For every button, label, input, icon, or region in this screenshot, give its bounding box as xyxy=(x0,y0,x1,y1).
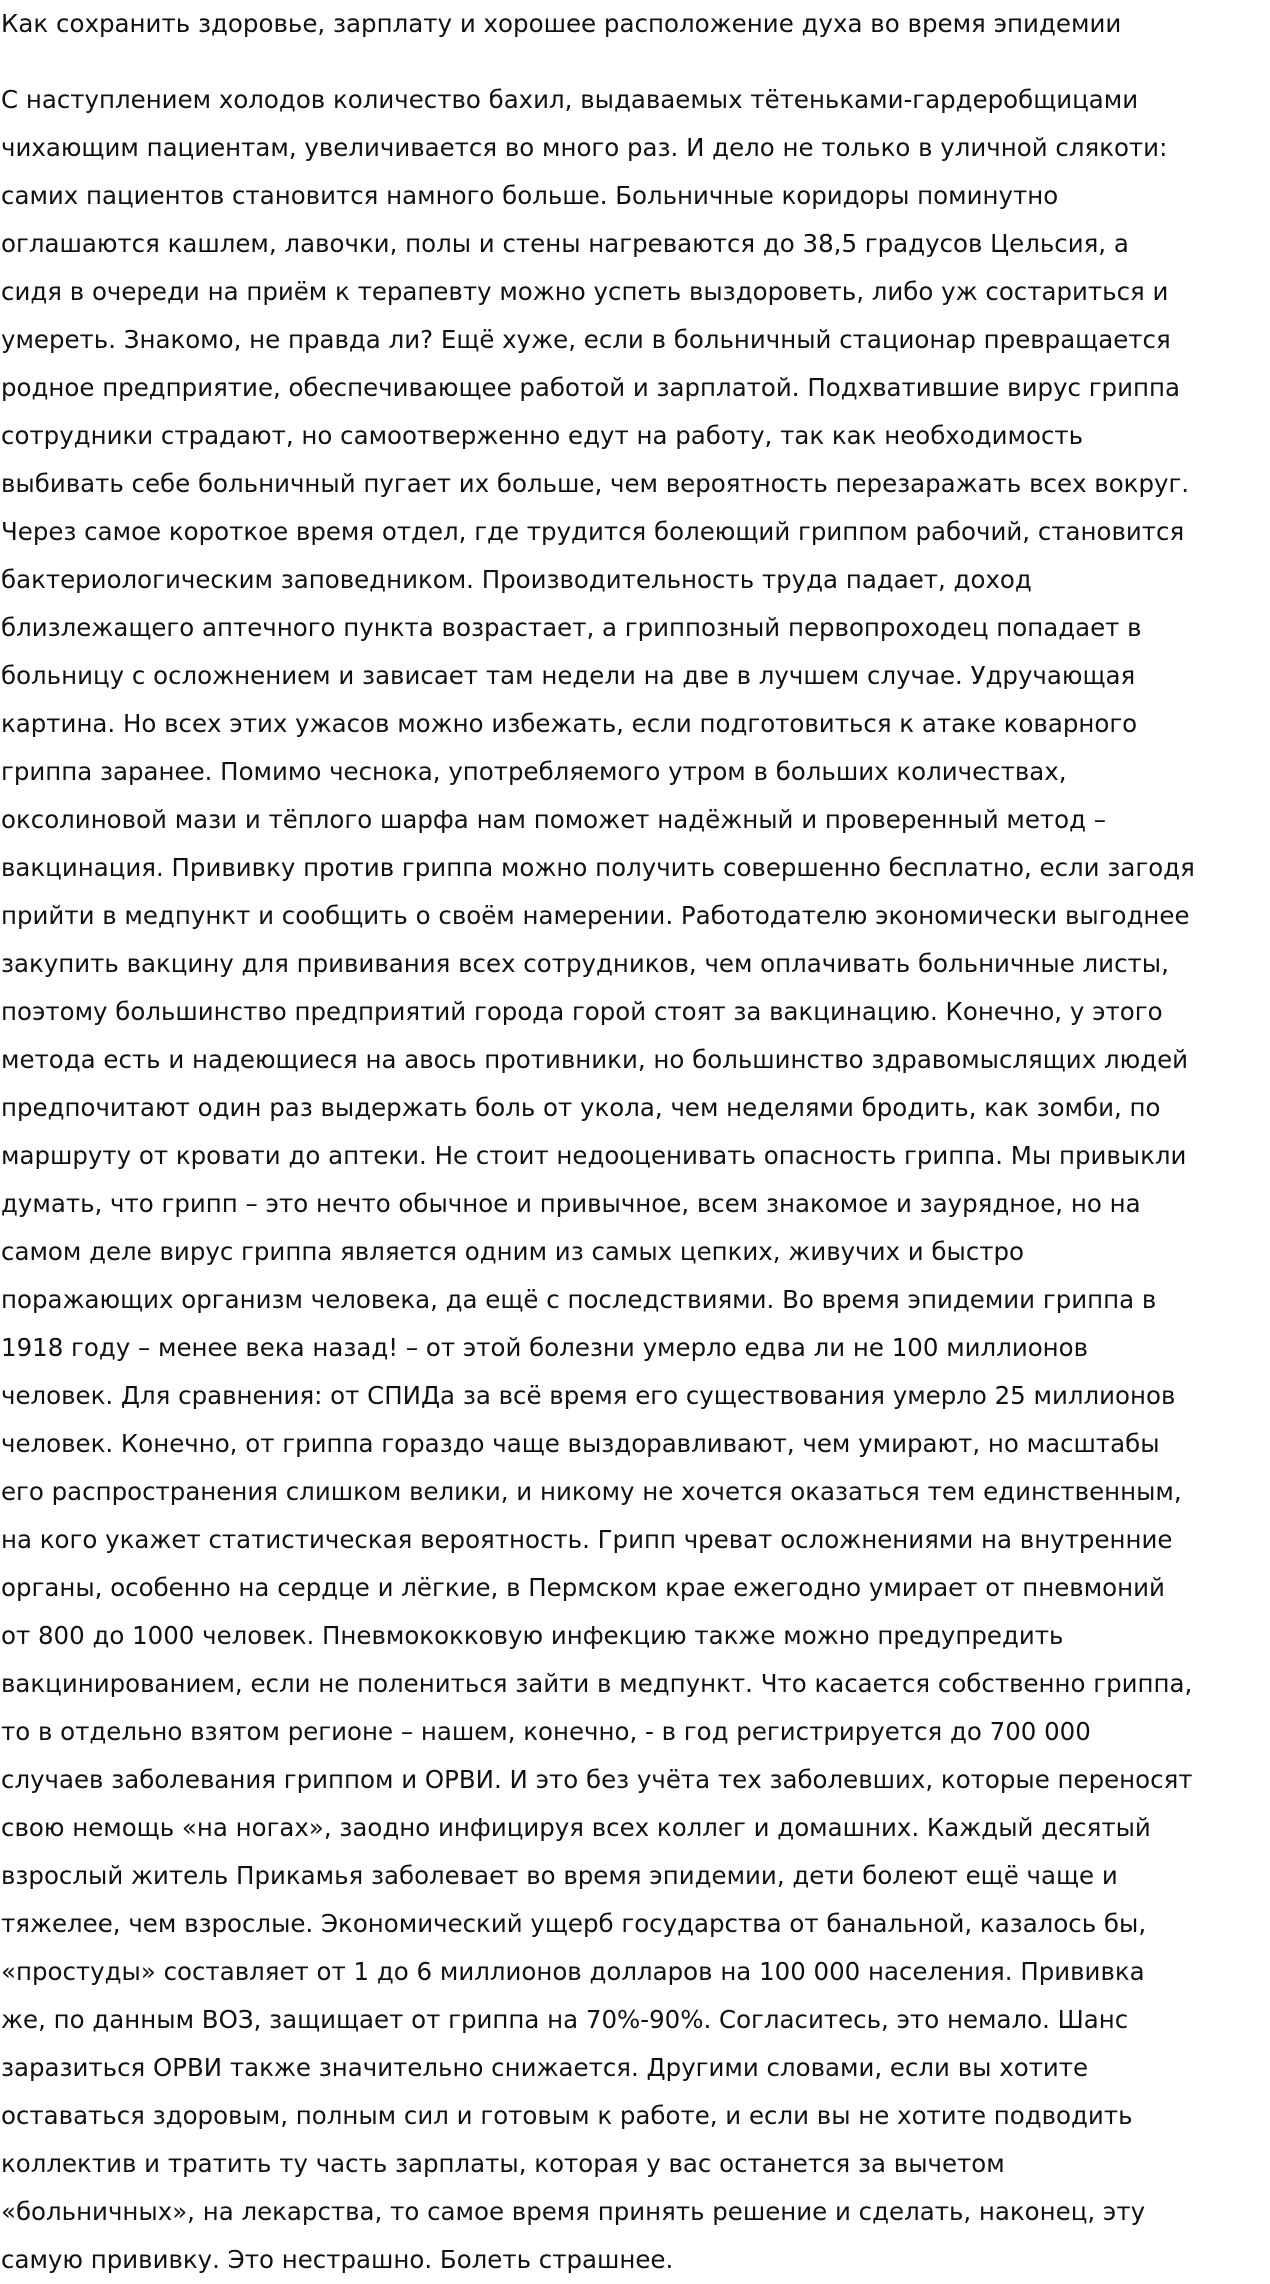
article-line: вакцинация. Прививку против гриппа можно получить совершенно бесплатно, если загодя xyxy=(1,853,1195,882)
article-line: «простуды» составляет от 1 до 6 миллионов долларов на 100 000 населения. Прививка xyxy=(1,1957,1145,1986)
article-line: С наступлением холодов количество бахил, выдаваемых тётеньками-гардеробщицами xyxy=(1,85,1139,114)
article-line: оставаться здоровым, полным сил и готовым к работе, и если вы не хотите подводить xyxy=(1,2101,1133,2130)
article-line: органы, особенно на сердце и лёгкие, в Пермском крае ежегодно умирает от пневмоний xyxy=(1,1573,1165,1602)
article-line: сидя в очереди на приём к терапевту можно успеть выздороветь, либо уж состариться и xyxy=(1,277,1169,306)
article-line: родное предприятие, обеспечивающее работой и зарплатой. Подхватившие вирус гриппа xyxy=(1,373,1180,402)
article-line: тяжелее, чем взрослые. Экономический ущерб государства от банальной, казалось бы, xyxy=(1,1909,1147,1938)
article-line: человек. Для сравнения: от СПИДа за всё время его существования умерло 25 миллионов xyxy=(1,1381,1176,1410)
article-line: картина. Но всех этих ужасов можно избежать, если подготовиться к атаке коварного xyxy=(1,709,1138,738)
article-line: коллектив и тратить ту часть зарплаты, которая у вас останется за вычетом xyxy=(1,2149,1005,2178)
article-line: свою немощь «на ногах», заодно инфицируя всех коллег и домашних. Каждый десятый xyxy=(1,1813,1151,1842)
article-line: «больничных», на лекарства, то самое время принять решение и сделать, наконец, эту xyxy=(1,2197,1146,2226)
article-line: то в отдельно взятом регионе – нашем, конечно, - в год регистрируется до 700 000 xyxy=(1,1717,1091,1746)
article-line: бактериологическим заповедником. Производительность труда падает, доход xyxy=(1,565,1032,594)
article-line: больницу с осложнением и зависает там недели на две в лучшем случае. Удручающая xyxy=(1,661,1136,690)
article-line: самом деле вирус гриппа является одним из самых цепких, живучих и быстро xyxy=(1,1237,1025,1266)
article-line: закупить вакцину для прививания всех сотрудников, чем оплачивать больничные листы, xyxy=(1,949,1169,978)
article-line: 1918 году – менее века назад! – от этой болезни умерло едва ли не 100 миллионов xyxy=(1,1333,1089,1362)
article-line: случаев заболевания гриппом и ОРВИ. И это без учёта тех заболевших, которые переносят xyxy=(1,1765,1193,1794)
article-line: выбивать себе больничный пугает их больше, чем вероятность перезаражать всех вокруг. xyxy=(1,469,1190,498)
article-line: самих пациентов становится намного больше. Больничные коридоры поминутно xyxy=(1,181,1059,210)
article-line: прийти в медпункт и сообщить о своём намерении. Работодателю экономически выгоднее xyxy=(1,901,1190,930)
article-line: метода есть и надеющиеся на авось противники, но большинство здравомыслящих людей xyxy=(1,1045,1189,1074)
article-line: гриппа заранее. Помимо чеснока, употребляемого утром в больших количествах, xyxy=(1,757,1067,786)
article-line: на кого укажет статистическая вероятность. Грипп чреват осложнениями на внутренние xyxy=(1,1525,1173,1554)
article-line: Через самое короткое время отдел, где трудится болеющий гриппом рабочий, становится xyxy=(1,517,1185,546)
article-line: предпочитают один раз выдержать боль от укола, чем неделями бродить, как зомби, по xyxy=(1,1093,1161,1122)
article-line: чихающим пациентам, увеличивается во много раз. И дело не только в уличной слякоти: xyxy=(1,133,1168,162)
article-line: самую прививку. Это нестрашно. Болеть страшнее. xyxy=(1,2245,674,2274)
article-line: вакцинированием, если не полениться зайти в медпункт. Что касается собственно гриппа, xyxy=(1,1669,1193,1698)
article-line: думать, что грипп – это нечто обычное и привычное, всем знакомое и заурядное, но на xyxy=(1,1189,1141,1218)
article-line: оксолиновой мази и тёплого шарфа нам поможет надёжный и проверенный метод – xyxy=(1,805,1107,834)
article-body xyxy=(1,76,1269,2284)
article-line: сотрудники страдают, но самоотверженно едут на работу, так как необходимость xyxy=(1,421,1084,450)
article-line: оглашаются кашлем, лавочки, полы и стены нагреваются до 38,5 градусов Цельсия, а xyxy=(1,229,1129,258)
article-line: его распространения слишком велики, и никому не хочется оказаться тем единственным, xyxy=(1,1477,1182,1506)
article-line: от 800 до 1000 человек. Пневмококковую инфекцию также можно предупредить xyxy=(1,1621,1064,1650)
article-line: поэтому большинство предприятий города горой стоят за вакцинацию. Конечно, у этого xyxy=(1,997,1163,1026)
article-line: поражающих организм человека, да ещё с последствиями. Во время эпидемии гриппа в xyxy=(1,1285,1157,1314)
article-line: близлежащего аптечного пункта возрастает, а гриппозный первопроходец попадает в xyxy=(1,613,1142,642)
article-line: человек. Конечно, от гриппа гораздо чаще выздоравливают, чем умирают, но масштабы xyxy=(1,1429,1160,1458)
article-line: маршруту от кровати до аптеки. Не стоит недооценивать опасность гриппа. Мы привыкли xyxy=(1,1141,1187,1170)
article-line: взрослый житель Прикамья заболевает во время эпидемии, дети болеют ещё чаще и xyxy=(1,1861,1118,1890)
article-line: умереть. Знакомо, не правда ли? Ещё хуже, если в больничный стационар превращается xyxy=(1,325,1171,354)
article-line: заразиться ОРВИ также значительно снижается. Другими словами, если вы хотите xyxy=(1,2053,1089,2082)
article-title: Как сохранить здоровье, зарплату и хорошее расположение духа во время эпидемии xyxy=(1,9,1122,38)
article-line: же, по данным ВОЗ, защищает от гриппа на 70%-90%. Согласитесь, это немало. Шанс xyxy=(1,2005,1129,2034)
